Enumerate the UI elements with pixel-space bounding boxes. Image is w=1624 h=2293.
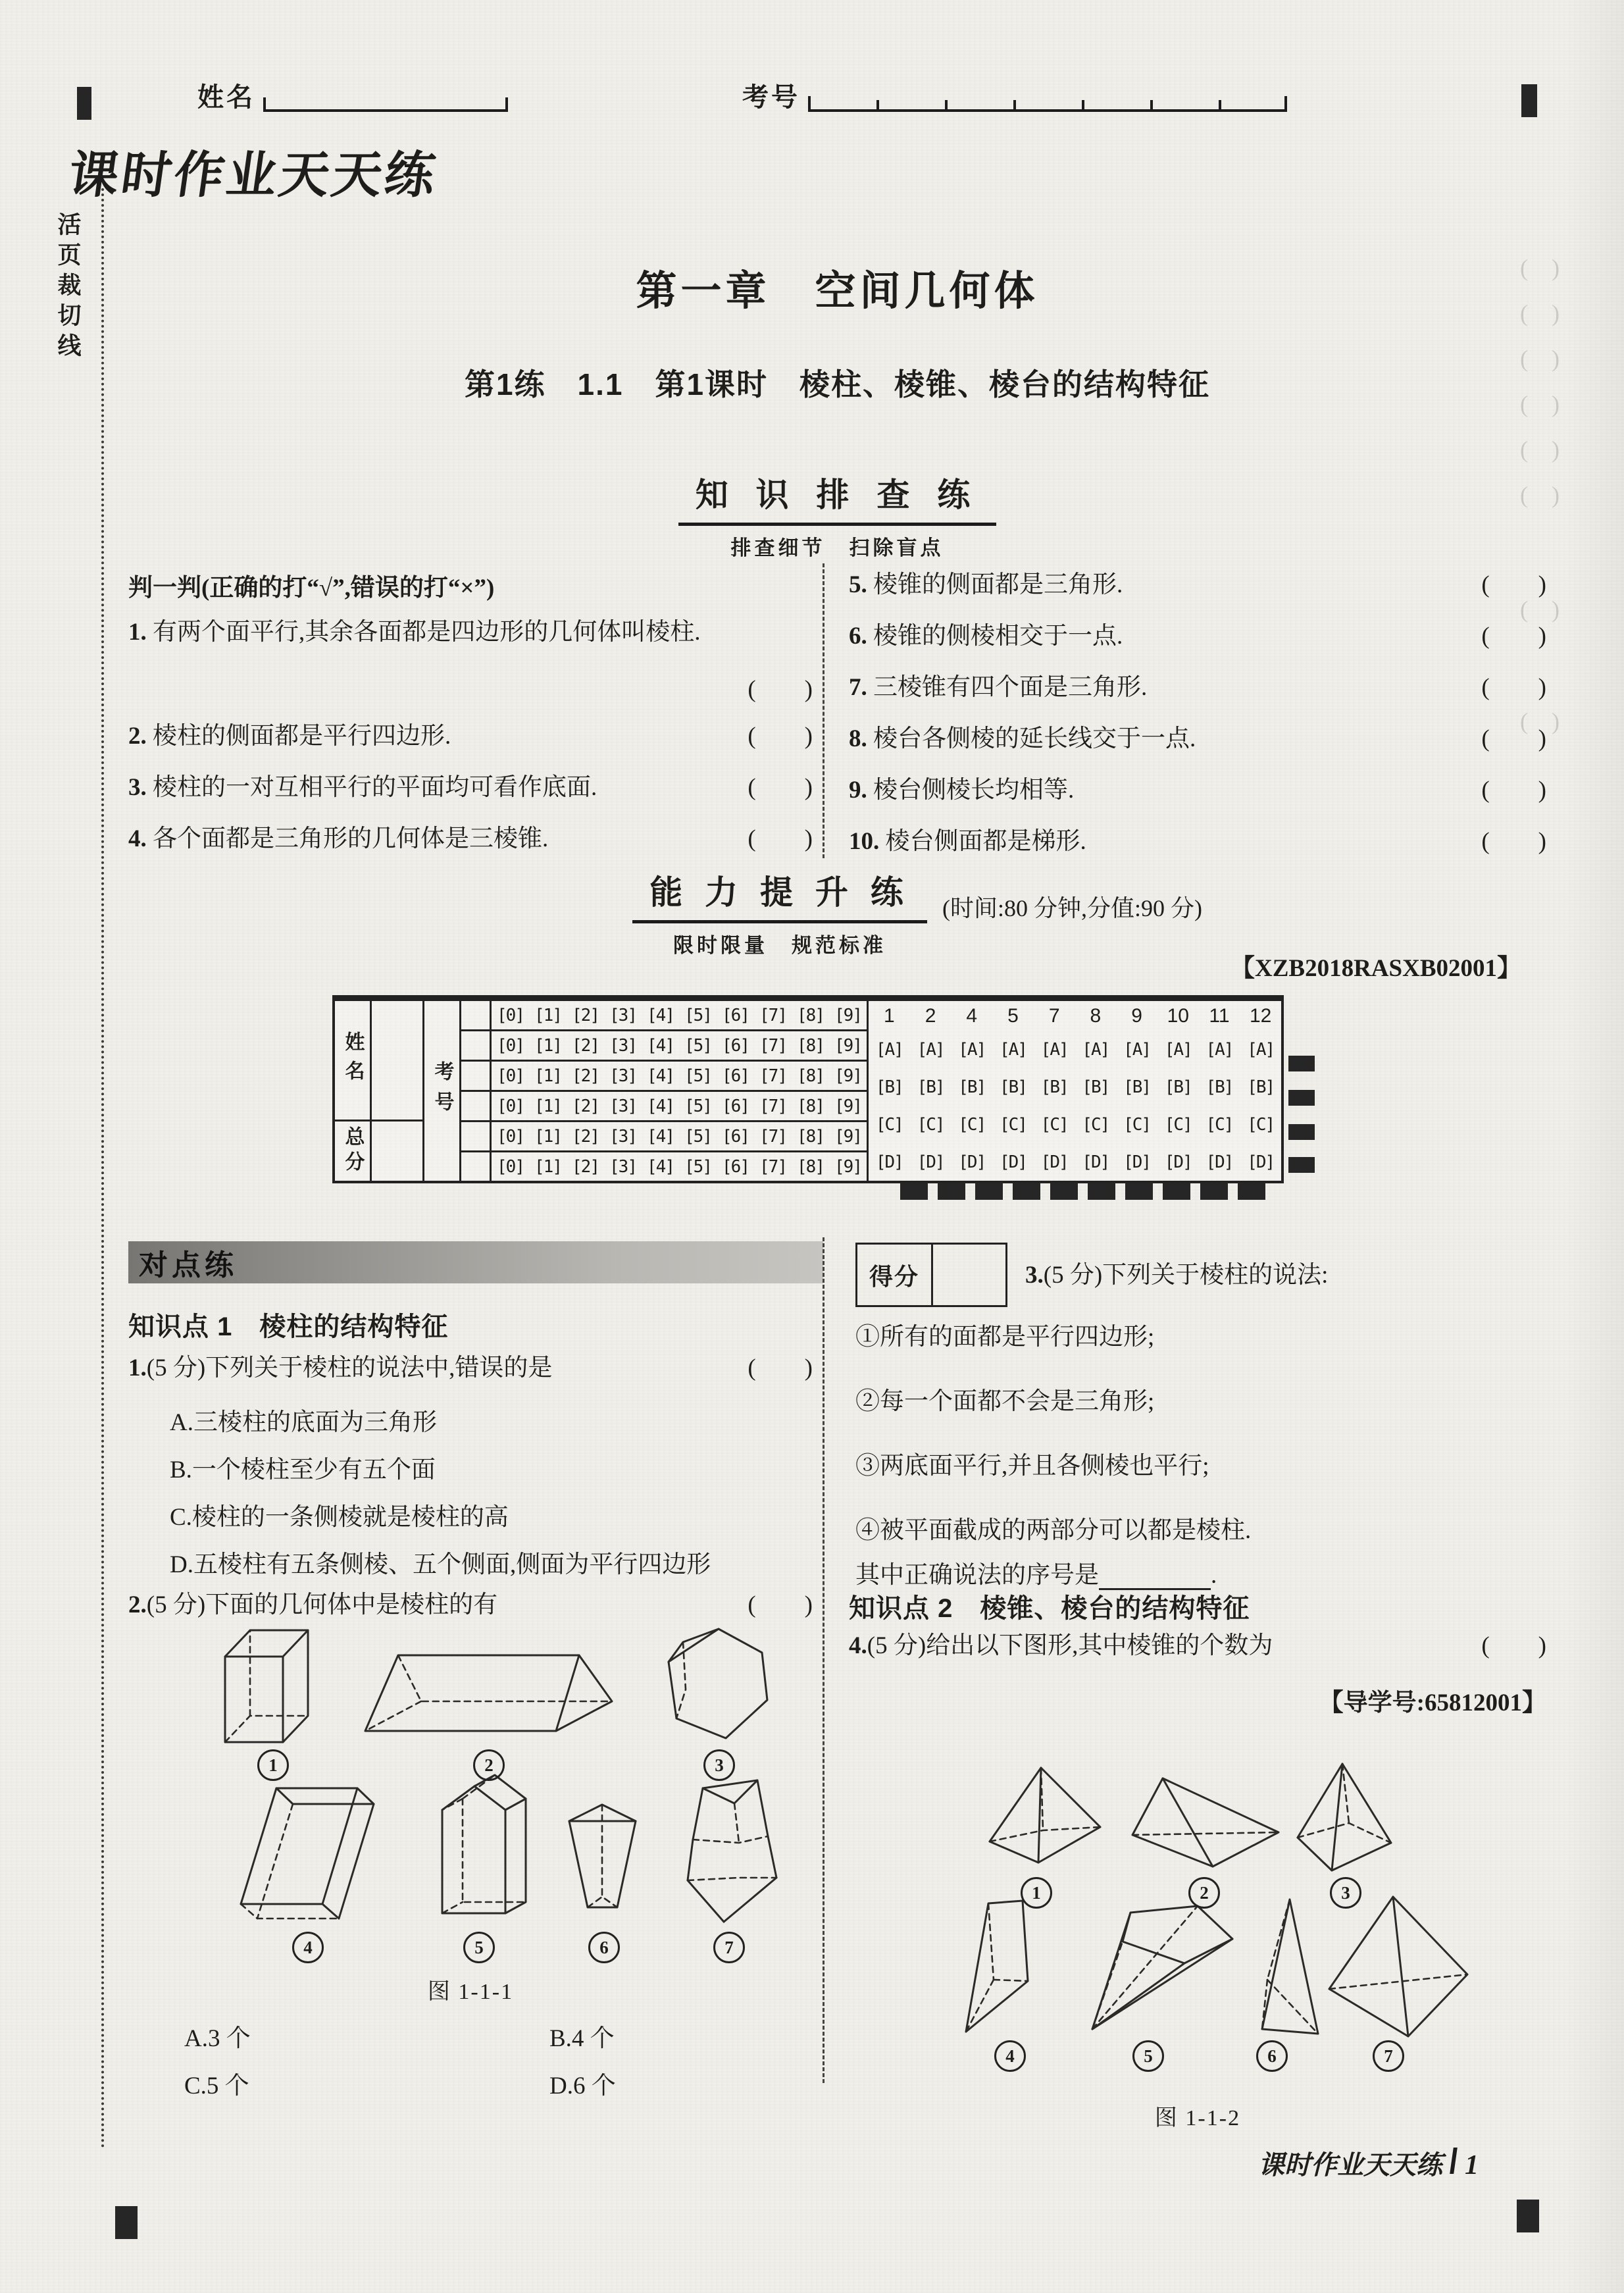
digit-bubble: [9] — [834, 1035, 861, 1056]
digit-write-cell — [461, 1031, 490, 1062]
choice-bubble-c: [C] — [1247, 1114, 1275, 1135]
figure-prism-6 — [559, 1797, 645, 1925]
choice-row-d — [869, 1143, 1281, 1181]
digit-bubble: [7] — [759, 1096, 786, 1116]
registration-mark-bottom-right — [1517, 2200, 1539, 2232]
cut-line — [101, 188, 104, 2150]
name-field-label: 姓名 — [197, 83, 255, 112]
digit-bubble: [8] — [797, 1035, 824, 1056]
chapter-title: 第一章 空间几何体 — [636, 269, 1039, 314]
digit-bubble: [1] — [534, 1156, 561, 1177]
line-tick — [263, 97, 266, 109]
figure-prism-4 — [230, 1777, 382, 1925]
choice-row-a — [869, 1031, 1281, 1069]
digit-bubble: [8] — [797, 1096, 824, 1116]
digit-row — [492, 1001, 867, 1031]
digit-bubble: [2] — [572, 1156, 599, 1177]
choice-bubble-a: [A] — [875, 1040, 903, 1060]
choice-bubble-b: [B] — [958, 1077, 986, 1098]
page-edge-shade — [1565, 0, 1624, 2293]
registration-mark-top-right — [1521, 84, 1537, 117]
bleed-mark: ( ) — [1520, 596, 1560, 623]
choice-bubble-a: [A] — [958, 1040, 986, 1060]
digit-bubble: [8] — [797, 1126, 824, 1146]
digit-bubble: [3] — [609, 1096, 636, 1116]
digit-bubble: [2] — [572, 1096, 599, 1116]
choice-bubble-b: [B] — [1247, 1077, 1275, 1098]
figure-2-caption: 图 1-1-2 — [1154, 2106, 1241, 2130]
practice-band-title: 对点练 — [139, 1249, 238, 1281]
digit-bubble: [6] — [722, 1035, 749, 1056]
digit-bubble: [4] — [647, 1035, 674, 1056]
timing-mark — [938, 1183, 965, 1200]
question-number: 7 — [1048, 1005, 1060, 1027]
choice-bubble-c: [C] — [917, 1114, 944, 1135]
bleed-mark: ( ) — [1520, 482, 1560, 508]
figure-pyramid-1 — [980, 1763, 1105, 1868]
figure-label-4: 4 — [292, 1932, 324, 1963]
bleed-mark: ( ) — [1520, 255, 1560, 281]
digit-bubble: [9] — [834, 1096, 861, 1116]
choice-bubble-a: [A] — [1164, 1040, 1192, 1060]
digit-row — [492, 1122, 867, 1152]
digit-bubble: [7] — [759, 1035, 786, 1056]
question-number: 4 — [966, 1005, 978, 1027]
registration-mark-bottom-left — [115, 2206, 138, 2239]
digit-bubble: [1] — [534, 1066, 561, 1086]
digit-bubble: [4] — [647, 1066, 674, 1086]
figure-pyramid-4 — [959, 1895, 1065, 2037]
digit-bubble: [8] — [797, 1066, 824, 1086]
choice-bubble-b: [B] — [1040, 1077, 1068, 1098]
question-number: 9 — [1131, 1005, 1142, 1027]
bleed-mark: ( ) — [1520, 346, 1560, 372]
digit-bubble: [0] — [497, 1005, 524, 1025]
paper-code: 【XZB2018RASXB02001】 — [1231, 955, 1521, 982]
figure-label-6: 6 — [1256, 2040, 1288, 2072]
digit-bubble: [7] — [759, 1126, 786, 1146]
choice-bubble-b: [B] — [1164, 1077, 1192, 1098]
tf-question-7: 7. 三棱锥有四个面是三角形. ( ) — [849, 674, 1546, 701]
guide-code: 【导学号:65812001】 — [1319, 1689, 1546, 1716]
figure-prism-1 — [217, 1616, 326, 1747]
digit-write-cell — [461, 1122, 490, 1152]
choice-bubble-a: [A] — [1123, 1040, 1151, 1060]
score-box-blank — [933, 1245, 1005, 1305]
exam-no-field-label: 考号 — [742, 83, 800, 112]
digit-bubble: [5] — [684, 1126, 711, 1146]
q2-option-b: B.4 个 — [549, 2025, 615, 2052]
review-section-title: 知 识 排 查 练 — [678, 469, 997, 526]
mc-question-1: 1.(5 分)下列关于棱柱的说法中,错误的是 ( ) — [128, 1354, 813, 1381]
choice-bubble-d: [D] — [917, 1152, 944, 1172]
digit-write-cell — [461, 1152, 490, 1181]
digit-bubble: [4] — [647, 1156, 674, 1177]
tf-question-3: 3. 棱柱的一对互相平行的平面均可看作底面. ( ) — [128, 774, 813, 801]
figure-pyramid-7 — [1324, 1890, 1472, 2038]
sheet-total-blank — [372, 1121, 422, 1181]
digit-bubble: [5] — [684, 1066, 711, 1086]
digit-bubble: [0] — [497, 1126, 524, 1146]
choice-bubble-b: [B] — [1082, 1077, 1109, 1098]
choice-bubble-d: [D] — [875, 1152, 903, 1172]
score-box-label: 得分 — [857, 1245, 933, 1305]
choice-bubble-b: [B] — [875, 1077, 903, 1098]
sheet-writein-col — [372, 1001, 424, 1181]
choice-bubble-b: [B] — [999, 1077, 1027, 1098]
choice-bubble-d: [D] — [1205, 1152, 1233, 1172]
timing-mark — [1288, 1124, 1315, 1140]
sheet-name-blank — [372, 1001, 422, 1121]
digit-bubble: [9] — [834, 1126, 861, 1146]
page-footer — [1258, 2144, 1479, 2182]
digit-row — [492, 1092, 867, 1122]
digit-bubble: [5] — [684, 1156, 711, 1177]
choice-bubble-a: [A] — [999, 1040, 1027, 1060]
figure-label-3: 3 — [703, 1749, 735, 1781]
timing-mark — [1125, 1183, 1153, 1200]
figure-pyramid-2 — [1129, 1772, 1283, 1870]
figure-label-2: 2 — [473, 1749, 505, 1781]
digit-bubble: [5] — [684, 1035, 711, 1056]
figure-pyramid-3 — [1291, 1759, 1400, 1877]
digit-bubble: [6] — [722, 1005, 749, 1025]
q1-option-a: A.三棱柱的底面为三角形 — [170, 1409, 437, 1436]
choice-bubble-c: [C] — [1123, 1114, 1151, 1135]
line-tick — [1150, 100, 1153, 109]
digit-bubble: [4] — [647, 1126, 674, 1146]
question-number: 8 — [1090, 1005, 1102, 1027]
choice-bubble-d: [D] — [1082, 1152, 1109, 1172]
digit-bubble: [9] — [834, 1066, 861, 1086]
choice-bubble-a: [A] — [1082, 1040, 1109, 1060]
digit-bubble: [3] — [609, 1066, 636, 1086]
digit-write-cell — [461, 1001, 490, 1031]
q3-item-3: ③两底面平行,并且各侧棱也平行; — [855, 1453, 1209, 1480]
line-tick — [1219, 100, 1221, 109]
choice-bubble-d: [D] — [1164, 1152, 1192, 1172]
digit-bubble: [5] — [684, 1005, 711, 1025]
answer-sheet — [332, 995, 1284, 1183]
line-tick — [1284, 96, 1287, 109]
digit-bubble: [7] — [759, 1005, 786, 1025]
digit-bubble: [6] — [722, 1156, 749, 1177]
choice-bubble-b: [B] — [1205, 1077, 1233, 1098]
bleed-mark: ( ) — [1520, 300, 1560, 326]
q2-option-a: A.3 个 — [184, 2025, 251, 2052]
bleed-mark: ( ) — [1520, 391, 1560, 417]
tf-question-1-paren: ( ) — [748, 676, 813, 703]
digit-bubble: [0] — [497, 1066, 524, 1086]
question-number-row — [869, 1001, 1281, 1031]
digit-bubble: [2] — [572, 1035, 599, 1056]
digit-row — [492, 1062, 867, 1092]
digit-bubble: [3] — [609, 1126, 636, 1146]
digit-bubble: [2] — [572, 1066, 599, 1086]
digit-row — [492, 1152, 867, 1181]
digit-bubble: [0] — [497, 1156, 524, 1177]
choice-bubble-a: [A] — [1205, 1040, 1233, 1060]
registration-mark-top-left — [77, 87, 91, 120]
instruction-text: 判一判(正确的打“√”,错误的打“×”) — [128, 575, 495, 602]
book-title: 课时作业天天练 — [64, 147, 442, 203]
time-score-note: (时间:80 分钟,分值:90 分) — [942, 895, 1202, 921]
digit-bubble: [6] — [722, 1126, 749, 1146]
answer-blank — [1099, 1566, 1211, 1590]
footer-divider — [1450, 2148, 1458, 2174]
boost-section-title: 能 力 提 升 练 — [632, 866, 927, 923]
tf-question-2: 2. 棱柱的侧面都是平行四边形. ( ) — [128, 723, 813, 750]
tf-question-8: 8. 棱台各侧棱的延长线交于一点. ( ) — [849, 725, 1546, 752]
figure-label-6: 6 — [588, 1932, 620, 1963]
choice-bubble-c: [C] — [999, 1114, 1027, 1135]
digit-bubble: [1] — [534, 1005, 561, 1025]
choice-bubble-a: [A] — [1247, 1040, 1275, 1060]
choice-bubble-c: [C] — [1164, 1114, 1192, 1135]
figure-label-5: 5 — [463, 1932, 495, 1963]
q2-option-c: C.5 个 — [184, 2073, 249, 2100]
footer-title: 课时作业天天练 — [1258, 2151, 1442, 2180]
figure-pyramid-5 — [1084, 1901, 1239, 2036]
choice-row-b — [869, 1069, 1281, 1106]
digit-bubble: [8] — [797, 1156, 824, 1177]
choice-bubble-d: [D] — [1040, 1152, 1068, 1172]
timing-mark-row — [900, 1183, 1265, 1200]
score-box — [855, 1243, 1007, 1307]
sheet-choice-area — [867, 1001, 1281, 1181]
figure-label-4: 4 — [994, 2040, 1026, 2072]
knowledge-point-2: 知识点 2 棱锥、棱台的结构特征 — [849, 1594, 1250, 1623]
sheet-digit-grid — [492, 1001, 867, 1181]
timing-mark — [1013, 1183, 1040, 1200]
lesson-title: 第1练 1.1 第1课时 棱柱、棱锥、棱台的结构特征 — [464, 367, 1211, 401]
digit-bubble: [7] — [759, 1066, 786, 1086]
question-number: 2 — [925, 1005, 936, 1027]
line-tick — [876, 100, 879, 109]
boost-section-subtitle: 限时限量 规范标准 — [673, 934, 886, 957]
review-section-head — [128, 469, 1546, 561]
sheet-exam-label: 考号 — [431, 1060, 453, 1121]
digit-write-cell — [461, 1092, 490, 1122]
exam-no-write-line — [808, 80, 1287, 112]
choice-bubble-c: [C] — [1205, 1114, 1233, 1135]
figure-label-1: 1 — [1021, 1877, 1052, 1909]
question-number: 10 — [1167, 1005, 1189, 1027]
figure-label-1: 1 — [257, 1749, 289, 1781]
tf-question-9: 9. 棱台侧棱长均相等. ( ) — [849, 777, 1546, 804]
q1-option-c: C.棱柱的一条侧棱就是棱柱的高 — [170, 1504, 509, 1531]
sheet-examno-col — [424, 1001, 461, 1181]
tf-question-10: 10. 棱台侧面都是梯形. ( ) — [849, 828, 1546, 855]
tf-question-1: 1. 有两个面平行,其余各面都是四边形的几何体叫棱柱. — [128, 619, 701, 646]
choice-bubble-d: [D] — [1247, 1152, 1275, 1172]
choice-bubble-c: [C] — [1082, 1114, 1109, 1135]
digit-bubble: [2] — [572, 1126, 599, 1146]
review-section-subtitle: 排查细节 扫除盲点 — [730, 536, 944, 559]
mc-question-3: 3.(5 分)下列关于棱柱的说法: — [1025, 1262, 1329, 1289]
digit-write-cell — [461, 1062, 490, 1092]
choice-row-c — [869, 1106, 1281, 1144]
figure-prism-5 — [421, 1770, 533, 1925]
choice-bubble-a: [A] — [917, 1040, 944, 1060]
question-number: 5 — [1007, 1005, 1019, 1027]
figure-pyramid-6 — [1249, 1894, 1328, 2038]
boost-section-head — [625, 866, 934, 958]
q2-option-d: D.6 个 — [549, 2073, 616, 2100]
sheet-name-label: 姓名 — [335, 1001, 370, 1121]
choice-bubble-d: [D] — [1123, 1152, 1151, 1172]
tf-question-5: 5. 棱锥的侧面都是三角形. ( ) — [849, 571, 1546, 598]
choice-bubble-b: [B] — [917, 1077, 944, 1098]
q1-option-d: D.五棱柱有五条侧棱、五个侧面,侧面为平行四边形 — [170, 1551, 711, 1578]
figure-label-5: 5 — [1132, 2040, 1164, 2072]
sheet-label-col — [335, 1001, 372, 1181]
question-number: 12 — [1249, 1005, 1272, 1027]
digit-row — [492, 1031, 867, 1062]
digit-bubble: [8] — [797, 1005, 824, 1025]
timing-mark — [1163, 1183, 1190, 1200]
line-tick — [1082, 100, 1084, 109]
timing-mark — [1288, 1056, 1315, 1071]
digit-bubble: [3] — [609, 1035, 636, 1056]
column-divider — [823, 1237, 825, 2083]
line-tick — [945, 100, 948, 109]
mc-question-4: 4.(5 分)给出以下图形,其中棱锥的个数为 ( ) — [849, 1632, 1546, 1659]
digit-bubble: [1] — [534, 1035, 561, 1056]
line-tick — [1013, 100, 1016, 109]
q3-answer-line: 其中正确说法的序号是 . — [855, 1562, 1217, 1589]
figure-label-7: 7 — [1373, 2040, 1404, 2072]
figure-1-caption: 图 1-1-1 — [427, 1980, 514, 2004]
tf-question-6: 6. 棱锥的侧棱相交于一点. ( ) — [849, 623, 1546, 650]
sheet-total-label: 总分 — [342, 1126, 364, 1176]
line-tick — [808, 96, 811, 109]
figure-label-2: 2 — [1188, 1877, 1220, 1909]
bleed-mark: ( ) — [1520, 436, 1560, 463]
choice-bubble-b: [B] — [1123, 1077, 1151, 1098]
choice-bubble-c: [C] — [1040, 1114, 1068, 1135]
digit-bubble: [7] — [759, 1156, 786, 1177]
digit-bubble: [5] — [684, 1096, 711, 1116]
choice-bubble-a: [A] — [1040, 1040, 1068, 1060]
choice-bubble-c: [C] — [875, 1114, 903, 1135]
column-divider — [823, 563, 825, 858]
page-number: 1 — [1465, 2150, 1479, 2180]
digit-bubble: [2] — [572, 1005, 599, 1025]
choice-bubble-d: [D] — [958, 1152, 986, 1172]
practice-band — [128, 1241, 823, 1283]
digit-bubble: [1] — [534, 1096, 561, 1116]
line-tick — [505, 97, 508, 109]
name-write-line — [263, 80, 508, 112]
q3-item-2: ②每一个面都不会是三角形; — [855, 1388, 1155, 1415]
timing-mark — [1288, 1157, 1315, 1173]
digit-bubble: [3] — [609, 1005, 636, 1025]
timing-mark — [900, 1183, 928, 1200]
mc-question-2: 2.(5 分)下面的几何体中是棱柱的有 ( ) — [128, 1591, 813, 1618]
timing-mark — [1288, 1090, 1315, 1106]
figure-prism-7 — [671, 1774, 786, 1925]
digit-bubble: [1] — [534, 1126, 561, 1146]
review-instruction — [128, 567, 494, 603]
digit-bubble: [6] — [722, 1066, 749, 1086]
question-number: 1 — [884, 1005, 895, 1027]
figure-prism-3 — [658, 1622, 773, 1747]
sheet-digit-write-col — [461, 1001, 492, 1181]
digit-bubble: [4] — [647, 1005, 674, 1025]
knowledge-point-1: 知识点 1 棱柱的结构特征 — [128, 1312, 449, 1341]
digit-bubble: [4] — [647, 1096, 674, 1116]
choice-bubble-c: [C] — [958, 1114, 986, 1135]
digit-bubble: [3] — [609, 1156, 636, 1177]
timing-mark — [1050, 1183, 1078, 1200]
figure-label-7: 7 — [713, 1932, 745, 1963]
digit-bubble: [9] — [834, 1005, 861, 1025]
figure-label-3: 3 — [1330, 1877, 1361, 1909]
timing-mark — [975, 1183, 1003, 1200]
timing-mark — [1238, 1183, 1265, 1200]
q3-item-1: ①所有的面都是平行四边形; — [855, 1324, 1155, 1351]
cut-line-label: 活页裁切线 — [55, 212, 82, 363]
digit-bubble: [9] — [834, 1156, 861, 1177]
q3-item-4: ④被平面截成的两部分可以都是棱柱. — [855, 1517, 1252, 1544]
digit-bubble: [0] — [497, 1096, 524, 1116]
q1-option-b: B.一个棱柱至少有五个面 — [170, 1456, 436, 1483]
timing-mark — [1200, 1183, 1228, 1200]
digit-bubble: [0] — [497, 1035, 524, 1056]
digit-bubble: [6] — [722, 1096, 749, 1116]
choice-bubble-d: [D] — [999, 1152, 1027, 1172]
bleed-mark: ( ) — [1520, 708, 1560, 734]
question-number: 11 — [1209, 1005, 1230, 1027]
tf-question-4: 4. 各个面都是三角形的几何体是三棱锥. ( ) — [128, 825, 813, 852]
timing-mark — [1088, 1183, 1115, 1200]
figure-prism-2 — [359, 1645, 615, 1744]
